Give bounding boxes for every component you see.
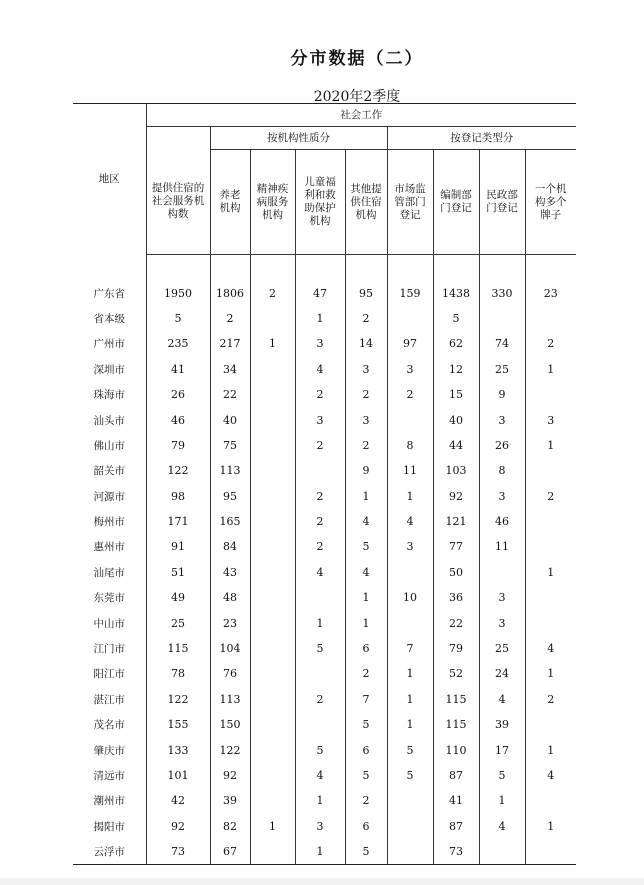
- value-cell: 235: [146, 331, 210, 356]
- region-cell: 肇庆市: [73, 737, 146, 762]
- value-cell: 34: [210, 357, 250, 382]
- region-cell: 河源市: [73, 484, 146, 509]
- value-cell: 44: [433, 433, 479, 458]
- value-cell: 3: [295, 331, 345, 356]
- value-cell: [525, 712, 576, 737]
- col-header-mental: 精神疾病服务机构: [250, 150, 295, 255]
- value-cell: 2: [295, 433, 345, 458]
- header-social-work: 社会工作: [146, 104, 576, 127]
- value-cell: 15: [433, 382, 479, 407]
- value-cell: 73: [433, 839, 479, 865]
- value-cell: 165: [210, 509, 250, 534]
- value-cell: [250, 382, 295, 407]
- value-cell: 2: [547, 337, 555, 351]
- value-cell: 4: [295, 560, 345, 585]
- value-cell: 2: [250, 280, 295, 305]
- value-cell: 5: [387, 737, 433, 762]
- value-cell: [250, 407, 295, 432]
- region-cell: 汕尾市: [73, 560, 146, 585]
- value-cell: 217: [210, 331, 250, 356]
- value-cell: 39: [479, 712, 525, 737]
- value-cell: [250, 687, 295, 712]
- value-cell: 2: [345, 306, 387, 331]
- value-cell: 11: [387, 458, 433, 483]
- value-cell: 25: [479, 357, 525, 382]
- value-cell: 12: [433, 357, 479, 382]
- header-by-registration: 按登记类型分: [387, 127, 576, 150]
- value-cell: 2: [210, 306, 250, 331]
- table-row: [73, 585, 576, 610]
- value-cell: 82: [210, 814, 250, 839]
- value-cell: 150: [210, 712, 250, 737]
- value-cell: [525, 534, 576, 559]
- value-cell: 6: [345, 814, 387, 839]
- value-cell: 22: [433, 610, 479, 635]
- value-cell: 1: [547, 438, 555, 452]
- value-cell: 1: [547, 743, 555, 757]
- value-cell: 1438: [433, 280, 479, 305]
- value-cell: 4: [295, 763, 345, 788]
- region-cell: 湛江市: [73, 687, 146, 712]
- value-cell: 6: [345, 737, 387, 762]
- table-row: [73, 306, 576, 331]
- value-cell: 42: [146, 788, 210, 813]
- value-cell: 1: [547, 362, 555, 376]
- value-cell: 41: [146, 357, 210, 382]
- value-cell: 14: [345, 331, 387, 356]
- col-header-child: 儿童福利和救助保护机构: [295, 150, 345, 255]
- value-cell: 4: [345, 509, 387, 534]
- value-cell: 1: [547, 819, 555, 833]
- value-cell: 95: [210, 484, 250, 509]
- value-cell: 91: [146, 534, 210, 559]
- value-cell: 3: [479, 484, 525, 509]
- value-cell: 92: [433, 484, 479, 509]
- table-body: [73, 255, 576, 865]
- value-cell: 1: [547, 667, 555, 681]
- value-cell: 41: [433, 788, 479, 813]
- value-cell: 47: [295, 280, 345, 305]
- value-cell: [387, 839, 433, 865]
- value-cell: 97: [387, 331, 433, 356]
- region-cell: 佛山市: [73, 433, 146, 458]
- col-header-elderly: 养老机构: [210, 150, 250, 255]
- table-row: [73, 661, 576, 686]
- value-cell: 2: [345, 433, 387, 458]
- value-cell: 23: [210, 610, 250, 635]
- value-cell: [525, 585, 576, 610]
- value-cell: [387, 560, 433, 585]
- value-cell: 3: [345, 357, 387, 382]
- value-cell: 62: [433, 331, 479, 356]
- value-cell: [479, 560, 525, 585]
- col-header-multi: 一个机构多个牌子: [525, 150, 576, 255]
- value-cell: 1: [295, 610, 345, 635]
- value-cell: [250, 433, 295, 458]
- page-subtitle: 2020年2季度: [313, 89, 401, 105]
- table-row: [73, 331, 576, 356]
- value-cell: 87: [433, 814, 479, 839]
- value-cell: 36: [433, 585, 479, 610]
- value-cell: [525, 509, 576, 534]
- region-cell: 梅州市: [73, 509, 146, 534]
- value-cell: [250, 610, 295, 635]
- value-cell: 51: [146, 560, 210, 585]
- value-cell: 1: [345, 585, 387, 610]
- value-cell: [295, 661, 345, 686]
- table-row: [73, 814, 576, 839]
- value-cell: 2: [345, 788, 387, 813]
- value-cell: 26: [146, 382, 210, 407]
- value-cell: 4: [479, 814, 525, 839]
- value-cell: 4: [479, 687, 525, 712]
- value-cell: 67: [210, 839, 250, 865]
- value-cell: 5: [479, 763, 525, 788]
- value-cell: 8: [479, 458, 525, 483]
- table-row: [73, 534, 576, 559]
- value-cell: [525, 458, 576, 483]
- value-cell: 76: [210, 661, 250, 686]
- page-title: 分市数据（二）: [290, 49, 424, 69]
- value-cell: 23: [543, 286, 558, 300]
- value-cell: 50: [433, 560, 479, 585]
- value-cell: 5: [345, 712, 387, 737]
- value-cell: [525, 788, 576, 813]
- value-cell: 52: [433, 661, 479, 686]
- region-cell: 广东省: [73, 280, 146, 305]
- value-cell: 1: [479, 788, 525, 813]
- value-cell: 103: [433, 458, 479, 483]
- value-cell: 110: [433, 737, 479, 762]
- value-cell: 95: [345, 280, 387, 305]
- region-cell: 广州市: [73, 331, 146, 356]
- value-cell: 122: [146, 687, 210, 712]
- value-cell: 39: [210, 788, 250, 813]
- value-cell: [250, 484, 295, 509]
- value-cell: 2: [295, 484, 345, 509]
- value-cell: 5: [433, 306, 479, 331]
- col-header-other: 其他提供住宿机构: [345, 150, 387, 255]
- value-cell: [525, 839, 576, 865]
- value-cell: 74: [479, 331, 525, 356]
- table-row: [73, 433, 576, 458]
- value-cell: [250, 788, 295, 813]
- value-cell: [250, 712, 295, 737]
- value-cell: 79: [433, 636, 479, 661]
- value-cell: 92: [146, 814, 210, 839]
- value-cell: 1: [295, 306, 345, 331]
- value-cell: [295, 458, 345, 483]
- value-cell: [479, 839, 525, 865]
- value-cell: [479, 306, 525, 331]
- value-cell: 40: [433, 407, 479, 432]
- region-cell: 东莞市: [73, 585, 146, 610]
- value-cell: 5: [345, 534, 387, 559]
- value-cell: 78: [146, 661, 210, 686]
- value-cell: 11: [479, 534, 525, 559]
- value-cell: [250, 636, 295, 661]
- value-cell: 3: [479, 407, 525, 432]
- region-cell: 江门市: [73, 636, 146, 661]
- value-cell: 159: [387, 280, 433, 305]
- value-cell: 1: [295, 839, 345, 865]
- value-cell: 3: [479, 610, 525, 635]
- value-cell: [525, 382, 576, 407]
- value-cell: [525, 306, 576, 331]
- value-cell: 87: [433, 763, 479, 788]
- value-cell: [387, 814, 433, 839]
- col-header-staffing: 编制部门登记: [433, 150, 479, 255]
- value-cell: 1: [345, 610, 387, 635]
- value-cell: [387, 407, 433, 432]
- value-cell: [250, 357, 295, 382]
- table-row: [73, 687, 576, 712]
- value-cell: 26: [479, 433, 525, 458]
- region-cell: 茂名市: [73, 712, 146, 737]
- table-row: [73, 560, 576, 585]
- region-cell: 惠州市: [73, 534, 146, 559]
- value-cell: 1: [345, 484, 387, 509]
- value-cell: [250, 763, 295, 788]
- value-cell: 10: [387, 585, 433, 610]
- table-row: [73, 509, 576, 534]
- value-cell: 92: [210, 763, 250, 788]
- table-row: [73, 610, 576, 635]
- value-cell: 2: [345, 661, 387, 686]
- value-cell: 3: [295, 407, 345, 432]
- value-cell: 9: [345, 458, 387, 483]
- value-cell: 101: [146, 763, 210, 788]
- region-cell: 韶关市: [73, 458, 146, 483]
- value-cell: 6: [345, 636, 387, 661]
- value-cell: 5: [295, 636, 345, 661]
- value-cell: 25: [146, 610, 210, 635]
- value-cell: 7: [345, 687, 387, 712]
- value-cell: 8: [387, 433, 433, 458]
- value-cell: 24: [479, 661, 525, 686]
- value-cell: 1950: [146, 280, 210, 305]
- value-cell: 5: [146, 306, 210, 331]
- value-cell: 3: [479, 585, 525, 610]
- value-cell: 79: [146, 433, 210, 458]
- region-cell: 珠海市: [73, 382, 146, 407]
- value-cell: 330: [479, 280, 525, 305]
- value-cell: 1: [387, 712, 433, 737]
- region-cell: 阳江市: [73, 661, 146, 686]
- value-cell: 4: [547, 769, 555, 782]
- value-cell: [387, 788, 433, 813]
- value-cell: [250, 560, 295, 585]
- table-row: [73, 788, 576, 813]
- table-row: [73, 763, 576, 788]
- value-cell: 115: [146, 636, 210, 661]
- value-cell: 115: [433, 687, 479, 712]
- value-cell: [250, 534, 295, 559]
- value-cell: [525, 610, 576, 635]
- value-cell: 7: [387, 636, 433, 661]
- region-cell: 深圳市: [73, 357, 146, 382]
- table-row: [73, 382, 576, 407]
- value-cell: 2: [547, 489, 555, 503]
- value-cell: 3: [345, 407, 387, 432]
- region-cell: 潮州市: [73, 788, 146, 813]
- value-cell: 1: [387, 484, 433, 509]
- value-cell: [250, 306, 295, 331]
- region-cell: 揭阳市: [73, 814, 146, 839]
- value-cell: 3: [387, 534, 433, 559]
- value-cell: 1: [250, 814, 295, 839]
- value-cell: 2: [295, 687, 345, 712]
- value-cell: [250, 458, 295, 483]
- value-cell: 3: [387, 357, 433, 382]
- value-cell: 3: [295, 814, 345, 839]
- value-cell: 4: [345, 560, 387, 585]
- value-cell: 22: [210, 382, 250, 407]
- value-cell: 2: [547, 692, 555, 706]
- value-cell: 1: [547, 565, 555, 579]
- header-by-nature: 按机构性质分: [210, 127, 387, 150]
- region-cell: 省本级: [73, 306, 146, 331]
- value-cell: 5: [387, 763, 433, 788]
- value-cell: 2: [295, 534, 345, 559]
- value-cell: 1: [387, 687, 433, 712]
- value-cell: 2: [387, 382, 433, 407]
- value-cell: 133: [146, 737, 210, 762]
- value-cell: 48: [210, 585, 250, 610]
- value-cell: 1806: [210, 280, 250, 305]
- value-cell: 113: [210, 687, 250, 712]
- value-cell: 122: [210, 737, 250, 762]
- value-cell: [387, 306, 433, 331]
- col-header-total: 提供住宿的社会服务机构数: [146, 150, 210, 255]
- value-cell: [295, 712, 345, 737]
- value-cell: 121: [433, 509, 479, 534]
- value-cell: 46: [479, 509, 525, 534]
- col-header-civil: 民政部门登记: [479, 150, 525, 255]
- table-row: [73, 407, 576, 432]
- table-row: [73, 280, 576, 305]
- header-region: 地区: [73, 104, 146, 255]
- table-row: [73, 712, 576, 737]
- value-cell: 113: [210, 458, 250, 483]
- table-row: [73, 839, 576, 865]
- value-cell: 1: [387, 661, 433, 686]
- value-cell: [250, 737, 295, 762]
- value-cell: 84: [210, 534, 250, 559]
- value-cell: 2: [345, 382, 387, 407]
- value-cell: 75: [210, 433, 250, 458]
- value-cell: 43: [210, 560, 250, 585]
- value-cell: 115: [433, 712, 479, 737]
- value-cell: 4: [295, 357, 345, 382]
- value-cell: [250, 509, 295, 534]
- value-cell: 104: [210, 636, 250, 661]
- value-cell: 17: [479, 737, 525, 762]
- region-cell: 中山市: [73, 610, 146, 635]
- value-cell: [250, 661, 295, 686]
- col-header-market: 市场监管部门登记: [387, 150, 433, 255]
- value-cell: 1: [250, 331, 295, 356]
- value-cell: 3: [547, 413, 555, 427]
- value-cell: 98: [146, 484, 210, 509]
- table-row: [73, 484, 576, 509]
- region-cell: 清远市: [73, 763, 146, 788]
- value-cell: 2: [295, 509, 345, 534]
- region-cell: 汕头市: [73, 407, 146, 432]
- value-cell: [387, 610, 433, 635]
- value-cell: 155: [146, 712, 210, 737]
- value-cell: 73: [146, 839, 210, 865]
- value-cell: 4: [547, 642, 555, 656]
- table-row: [73, 636, 576, 661]
- value-cell: 5: [345, 763, 387, 788]
- value-cell: [250, 585, 295, 610]
- value-cell: 25: [479, 636, 525, 661]
- table-row: [73, 458, 576, 483]
- value-cell: 2: [295, 382, 345, 407]
- value-cell: 49: [146, 585, 210, 610]
- value-cell: [295, 585, 345, 610]
- value-cell: 77: [433, 534, 479, 559]
- value-cell: 122: [146, 458, 210, 483]
- table-row: [73, 737, 576, 762]
- value-cell: 5: [345, 839, 387, 865]
- value-cell: 5: [295, 737, 345, 762]
- value-cell: 40: [210, 407, 250, 432]
- value-cell: 1: [295, 788, 345, 813]
- statistics-table: [73, 103, 576, 865]
- table-row: [73, 357, 576, 382]
- region-cell: 云浮市: [73, 839, 146, 865]
- value-cell: 171: [146, 509, 210, 534]
- value-cell: [250, 839, 295, 865]
- value-cell: 46: [146, 407, 210, 432]
- value-cell: 4: [387, 509, 433, 534]
- value-cell: 9: [479, 382, 525, 407]
